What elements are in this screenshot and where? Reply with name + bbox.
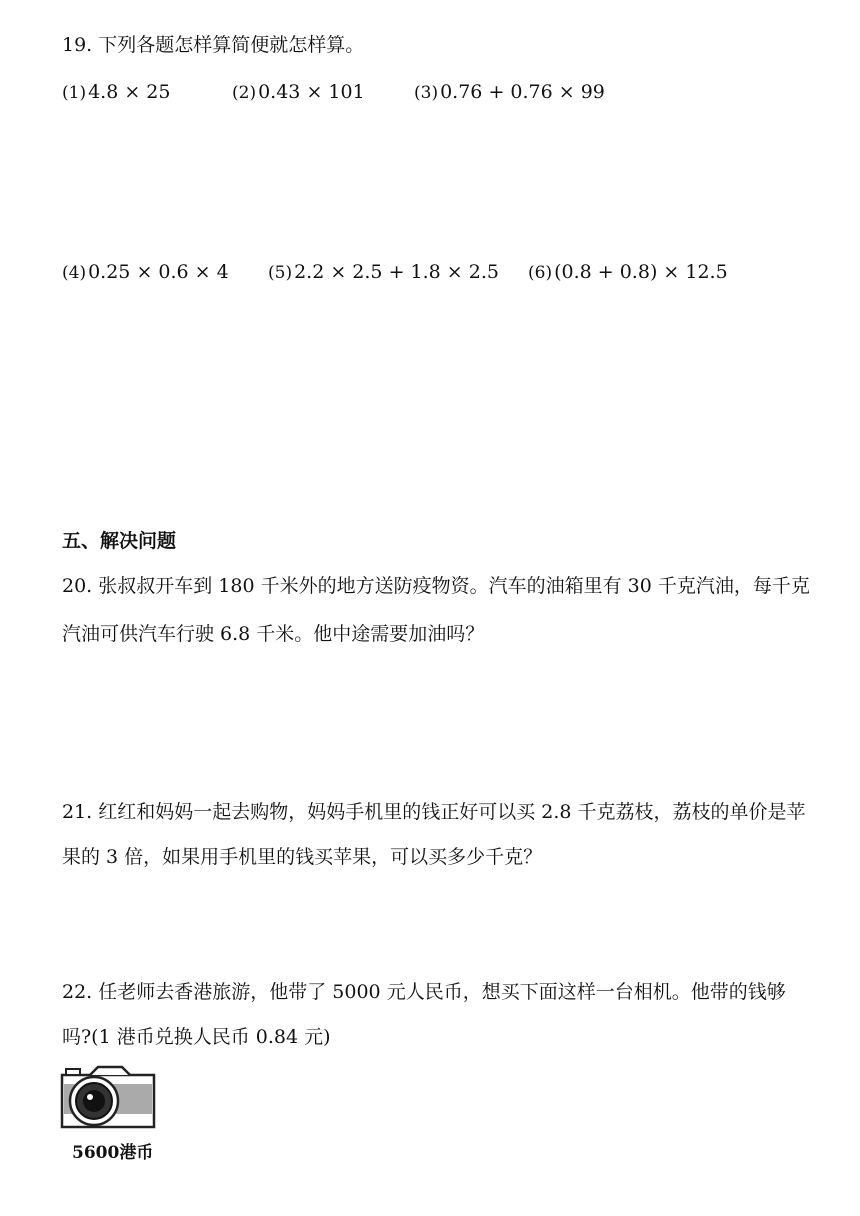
q19-item-3-number: (3) — [414, 83, 439, 103]
question-22-line-1: 22. 任老师去香港旅游，他带了 5000 元人民币，想买下面这样一台相机。他带的钱够 — [62, 981, 786, 1003]
question-21-line-1: 21. 红红和妈妈一起去购物，妈妈手机里的钱正好可以买 2.8 千克荔枝，荔枝的单价是苹 — [62, 801, 806, 823]
q19-item-4-expression: 0.25 × 0.6 × 4 — [88, 261, 229, 283]
q19-item-1-number: (1) — [62, 83, 87, 103]
q19-item-5-number: (5) — [268, 263, 293, 283]
q19-item-6-expression: (0.8 + 0.8) × 12.5 — [554, 261, 728, 283]
question-21-line-2: 果的 3 倍，如果用手机里的钱买苹果，可以买多少千克？ — [62, 846, 543, 868]
q19-item-2-expression: 0.43 × 101 — [258, 81, 365, 103]
q19-item-4-number: (4) — [62, 263, 87, 283]
q19-item-3 — [414, 80, 605, 105]
q19-item-4 — [62, 260, 229, 285]
q19-item-2-number: (2) — [232, 83, 257, 103]
q19-item-1-expression: 4.8 × 25 — [88, 81, 171, 103]
q19-item-2 — [232, 80, 365, 105]
section-5-title: 五、解决问题 — [62, 530, 177, 552]
camera-icon — [60, 1065, 156, 1129]
question-20-line-2: 汽油可供汽车行驶 6.8 千米。他中途需要加油吗？ — [62, 623, 485, 645]
question-22-line-2: 吗?(1 港币兑换人民币 0.84 元) — [62, 1026, 331, 1048]
camera-price-label: 5600港币 — [72, 1143, 154, 1163]
q19-item-3-expression: 0.76 + 0.76 × 99 — [440, 81, 605, 103]
q19-item-5-expression: 2.2 × 2.5 + 1.8 × 2.5 — [294, 261, 499, 283]
question-20-line-1: 20. 张叔叔开车到 180 千米外的地方送防疫物资。汽车的油箱里有 30 千克汽油，每千克 — [62, 575, 810, 597]
q19-item-6 — [528, 260, 728, 285]
q19-item-6-number: (6) — [528, 263, 553, 283]
q19-item-1 — [62, 80, 171, 105]
q19-item-5 — [268, 260, 499, 285]
question-19-title: 19. 下列各题怎样算简便就怎样算。 — [62, 34, 365, 56]
